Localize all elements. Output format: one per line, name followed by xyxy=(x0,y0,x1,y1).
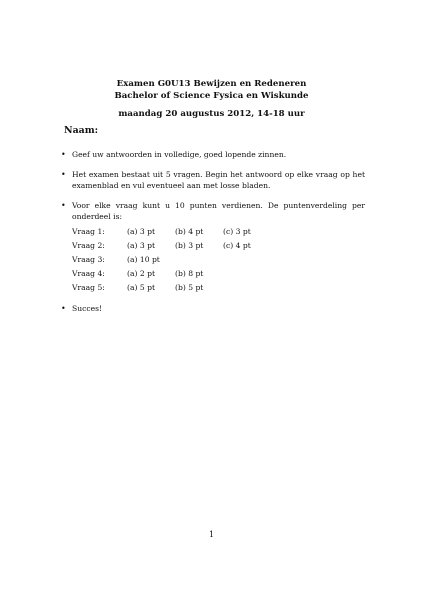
part-score: (b) 3 pt xyxy=(175,240,204,250)
name-label: Naam: xyxy=(64,125,99,136)
question-label: Vraag 2: xyxy=(72,240,105,250)
question-label: Vraag 3: xyxy=(72,254,105,264)
exam-header xyxy=(0,78,423,120)
instruction-item xyxy=(60,200,365,294)
instruction-text: Geef uw antwoorden in volledige, goed lopende zinnen. xyxy=(72,150,287,159)
instruction-text: Succes! xyxy=(72,304,103,313)
instruction-item xyxy=(60,149,365,160)
instruction-item xyxy=(60,303,365,314)
exam-subtitle: Bachelor of Science Fysica en Wiskunde xyxy=(114,91,309,101)
table-row xyxy=(72,252,271,266)
part-score: (c) 4 pt xyxy=(223,240,251,250)
exam-date: maandag 20 augustus 2012, 14-18 uur xyxy=(118,109,305,119)
bullet-icon: • xyxy=(61,201,66,210)
question-label: Vraag 1: xyxy=(72,226,105,236)
instruction-text: Voor elke vraag kunt u 10 punten verdienen. De puntenverdeling per onderdeel is: xyxy=(72,201,365,221)
page-number: 1 xyxy=(208,530,215,539)
instruction-text: Het examen bestaat uit 5 vragen. Begin het antwoord op elke vraag op het examenblad en vul eventueel aan met losse bladen. xyxy=(72,170,365,190)
part-score: (a) 5 pt xyxy=(127,282,156,292)
part-score: (b) 4 pt xyxy=(175,226,204,236)
part-score: (c) 3 pt xyxy=(223,226,251,236)
part-score xyxy=(223,266,271,280)
table-row xyxy=(72,280,271,294)
score-distribution-table xyxy=(72,224,271,294)
table-row xyxy=(72,224,271,238)
part-score: (b) 8 pt xyxy=(175,268,204,278)
table-row xyxy=(72,238,271,252)
bullet-icon: • xyxy=(61,150,66,159)
exam-title: Examen G0U13 Bewijzen en Redeneren xyxy=(116,79,307,89)
instructions-list xyxy=(60,149,365,323)
part-score: (b) 5 pt xyxy=(175,282,204,292)
part-score: (a) 3 pt xyxy=(127,240,156,250)
question-label: Vraag 4: xyxy=(72,268,105,278)
part-score xyxy=(223,252,271,266)
part-score: (a) 10 pt xyxy=(127,254,160,264)
part-score xyxy=(223,280,271,294)
table-row xyxy=(72,266,271,280)
bullet-icon: • xyxy=(61,170,66,179)
instruction-item xyxy=(60,169,365,191)
part-score xyxy=(175,252,223,266)
bullet-icon: • xyxy=(61,304,66,313)
part-score: (a) 3 pt xyxy=(127,226,156,236)
question-label: Vraag 5: xyxy=(72,282,105,292)
part-score: (a) 2 pt xyxy=(127,268,156,278)
